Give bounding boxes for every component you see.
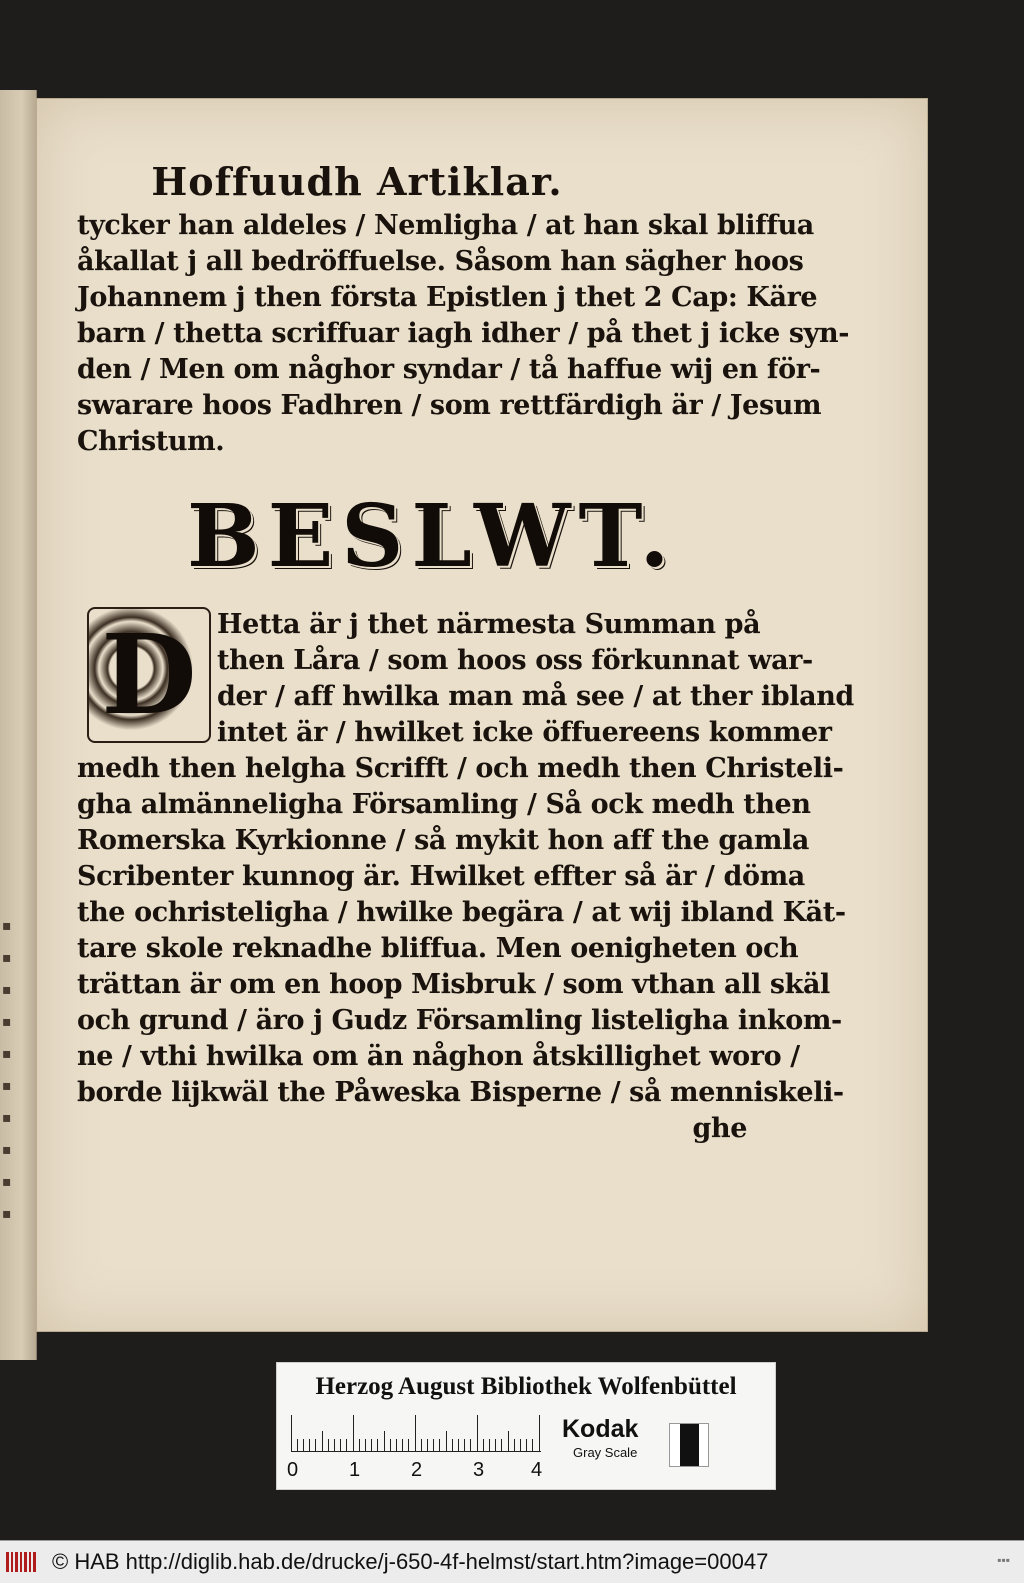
text-line: åkallat j all bedröffuelse. Såsom han sägher hoos	[77, 246, 804, 277]
ruler-label: 3	[473, 1459, 485, 1481]
footer-dots-icon: ▪▪▪	[997, 1553, 1010, 1567]
color-target-card	[276, 1362, 776, 1490]
text-line: tare skole reknadhe bliffua. Men oenigheten och	[77, 933, 799, 964]
catchword: ghe	[692, 1113, 747, 1144]
text-line: Scribenter kunnog är. Hwilket effter så är / döma	[77, 861, 805, 892]
text-line: Romerska Kyrkionne / så mykit hon aff the gamla	[77, 825, 810, 856]
running-head: Hoffuudh Artiklar.	[151, 159, 563, 204]
book-page	[36, 98, 928, 1332]
page-text-block	[77, 159, 854, 1147]
footer-url-link[interactable]: © HAB http://diglib.hab.de/drucke/j-650-4f-helmst/start.htm?image=00047	[52, 1549, 769, 1574]
top-paragraph	[77, 208, 850, 460]
text-line: Christum.	[77, 426, 225, 457]
gray-scale-label: Gray Scale	[573, 1445, 638, 1460]
ruler-label: 4	[531, 1459, 543, 1481]
initial-lines	[217, 607, 854, 751]
initial-paragraph	[77, 607, 854, 751]
scale-ruler	[291, 1415, 541, 1452]
text-line: swarare hoos Fadhren / som rettfärdigh är / Jesum	[77, 390, 822, 421]
decorated-initial	[87, 607, 211, 743]
initial-letter: D	[101, 610, 197, 739]
text-line: ne / vthi hwilka om än någhon åtskillighet woro /	[77, 1041, 800, 1072]
text-line: trättan är om en hoop Misbruk / som vthan all skäl	[77, 969, 830, 1000]
text-line: borde lijkwäl the Påweska Bisperne / så menniskeli-	[77, 1077, 844, 1108]
text-line: barn / thetta scriffuar iagh idher / på thet j icke syn-	[77, 318, 850, 349]
footer-bar	[0, 1540, 1024, 1583]
kodak-logo: Kodak	[562, 1415, 639, 1443]
body-paragraph	[77, 751, 846, 1111]
text-line: tycker han aldeles / Nemligha / at han skal bliffua	[77, 210, 814, 241]
previous-page-marks: ▪ ▪ ▪ ▪ ▪ ▪ ▪ ▪ ▪ ▪	[2, 918, 12, 1222]
ruler-label: 2	[411, 1459, 423, 1481]
library-name: Herzog August Bibliothek Wolfenbüttel	[315, 1373, 737, 1400]
text-line: the ochristeligha / hwilke begära / at wij ibland Kät-	[77, 897, 846, 928]
gray-swatch	[669, 1423, 709, 1467]
text-line: och grund / äro j Gudz Församling listeligha inkom-	[77, 1005, 842, 1036]
previous-page-edge	[0, 90, 37, 1360]
text-line: den / Men om någhor syndar / tå haffue wij en för-	[77, 354, 821, 385]
text-line: gha almänneligha Församling / Så ock medh then	[77, 789, 811, 820]
text-line: intet är / hwilket icke öffuereens kommer	[217, 717, 832, 748]
ruler-label: 0	[287, 1459, 299, 1481]
text-line: medh then helgha Scrifft / och medh then Christeli-	[77, 753, 844, 784]
text-line: then Låra / som hoos oss förkunnat war-	[217, 645, 813, 676]
text-line: der / aff hwilka man må see / at ther ibland	[217, 681, 854, 712]
ruler-label: 1	[349, 1459, 361, 1481]
text-line: Hetta är j thet närmesta Summan på	[217, 609, 761, 640]
section-heading: BESLWT.	[187, 486, 678, 587]
text-line: Johannem j then första Epistlen j thet 2 Cap: Käre	[77, 282, 818, 313]
